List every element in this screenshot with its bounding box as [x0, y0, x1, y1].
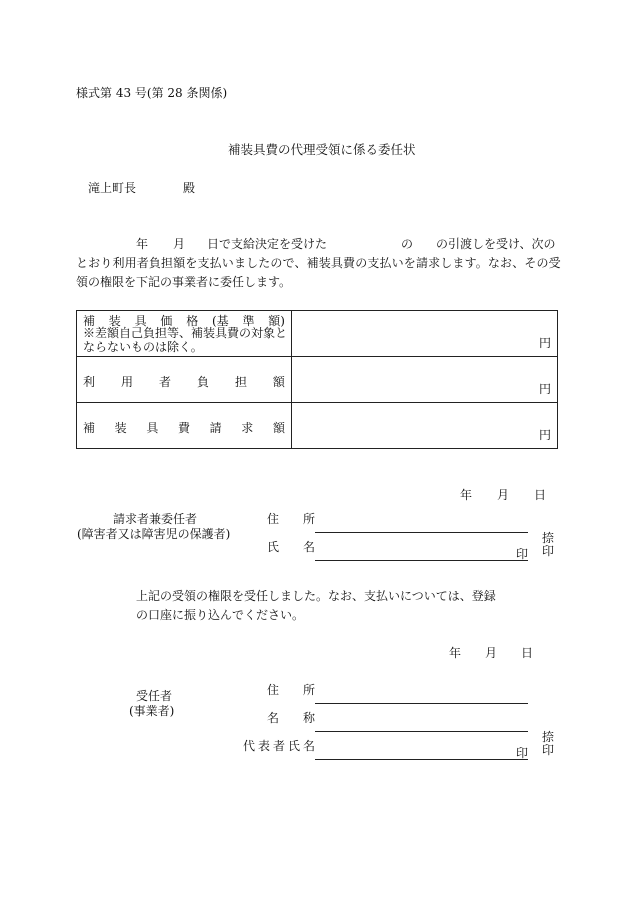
agent-role: 受任者	[136, 689, 173, 703]
intro-month: 月	[173, 237, 186, 251]
yen-unit: 円	[538, 382, 551, 396]
label-char: 価	[160, 314, 173, 328]
agent-address-label-1: 住	[267, 683, 280, 697]
claimant-address-label-2: 所	[303, 512, 316, 526]
agent-rep-label: 代表者氏名	[243, 739, 319, 753]
label-char: 額)	[268, 314, 285, 328]
acceptance-line2: の口座に振り込んでください。	[136, 608, 305, 622]
agent-role-note: (事業者)	[129, 704, 175, 718]
agent-address-label-2: 所	[303, 683, 316, 697]
agent-address-line[interactable]	[315, 703, 528, 704]
claimant-date-month: 月	[497, 488, 510, 502]
claim-amount-label	[83, 419, 285, 436]
claimant-role: 請求者兼委任者	[113, 512, 198, 526]
claimant-sign-mark-2: 印	[542, 544, 555, 558]
label-char: 具	[134, 314, 147, 328]
claimant-name-line[interactable]	[315, 560, 528, 561]
intro-no: の	[401, 237, 414, 251]
addressee-honorific: 殿	[183, 181, 196, 195]
agent-rep-line[interactable]	[315, 759, 528, 760]
claimant-role-note: (障害者又は障害児の保護者)	[77, 527, 231, 541]
form-number: 様式第 43 号(第 28 条関係)	[76, 86, 228, 100]
label-char: (基	[211, 314, 229, 328]
yen-unit: 円	[538, 428, 551, 442]
label-char: 装	[114, 421, 127, 435]
table-row	[77, 311, 558, 357]
label-char: 準	[242, 314, 255, 328]
intro-line1-end: の引渡しを受け、次の	[436, 237, 556, 251]
user-burden-label	[83, 373, 285, 390]
label-char: 補	[83, 421, 96, 435]
price-note-line2: ならないものは除く。	[83, 340, 203, 354]
intro-line1-rest: 日で支給決定を受けた	[207, 237, 328, 251]
label-char: 額	[272, 375, 285, 389]
agent-date-month: 月	[485, 646, 498, 660]
claimant-address-label-1: 住	[267, 512, 280, 526]
claimant-seal-mark: 印	[516, 547, 529, 561]
claimant-address-line[interactable]	[315, 532, 528, 533]
agent-date-day: 日	[521, 646, 534, 660]
label-char: 求	[241, 421, 254, 435]
label-char: 装	[108, 314, 121, 328]
user-burden-label-cell	[77, 357, 292, 403]
user-burden-value-cell[interactable]	[292, 357, 558, 403]
document-title: 補装具費の代理受領に係る委任状	[228, 142, 416, 157]
claimant-date-year: 年	[460, 488, 473, 502]
label-char: 具	[146, 421, 159, 435]
claim-amount-label-cell	[77, 403, 292, 449]
price-label-cell	[77, 311, 292, 357]
label-char: 請	[209, 421, 222, 435]
claim-amount-value-cell[interactable]	[292, 403, 558, 449]
agent-sign-mark-2: 印	[542, 743, 555, 757]
label-char: 負	[196, 375, 209, 389]
amount-table	[76, 310, 558, 449]
acceptance-line1: 上記の受領の権限を受任しました。なお、支払いについては、登録	[136, 589, 496, 603]
intro-line2: とおり利用者負担額を支払いましたので、補装具費の支払いを請求します。なお、その受	[76, 256, 561, 270]
label-char: 格	[186, 314, 199, 328]
table-row	[77, 357, 558, 403]
claimant-date-day: 日	[534, 488, 547, 502]
label-char: 利	[83, 375, 96, 389]
yen-unit: 円	[538, 336, 551, 350]
agent-seal-mark: 印	[516, 746, 529, 760]
agent-company-label-1: 名	[267, 711, 280, 725]
claimant-name-label-2: 名	[303, 540, 316, 554]
price-note-line1: ※差額自己負担等、補装具費の対象と	[83, 326, 288, 340]
addressee-name: 滝上町長	[88, 181, 137, 195]
intro-line3: 領の権限を下記の事業者に委任します。	[76, 275, 292, 289]
label-char: 補	[83, 314, 96, 328]
label-char: 者	[158, 375, 171, 389]
agent-date-year: 年	[449, 646, 462, 660]
agent-sign-mark-1: 捺	[542, 730, 555, 744]
claimant-name-label-1: 氏	[267, 540, 280, 554]
intro-year: 年	[136, 237, 149, 251]
label-char: 担	[234, 375, 247, 389]
price-value-cell[interactable]	[292, 311, 558, 357]
label-char: 費	[177, 421, 190, 435]
claimant-sign-mark-1: 捺	[542, 531, 555, 545]
agent-company-label-2: 称	[303, 711, 316, 725]
table-row	[77, 403, 558, 449]
agent-company-line[interactable]	[315, 731, 528, 732]
label-char: 用	[120, 375, 133, 389]
label-char: 額	[272, 421, 285, 435]
